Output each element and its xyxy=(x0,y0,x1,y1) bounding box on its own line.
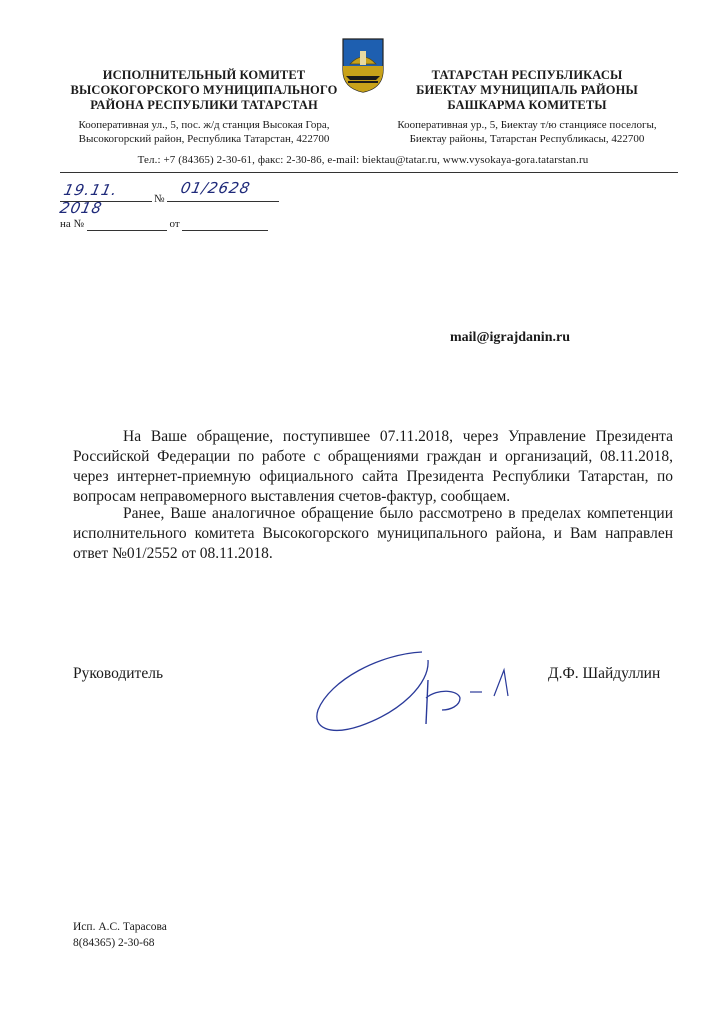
org-name-tt-line3: БАШКАРМА КОМИТЕТЫ xyxy=(447,98,607,112)
number-field xyxy=(167,179,279,202)
handwritten-date: 19.11. 2018 xyxy=(58,181,120,217)
executor-name: Исп. А.С. Тарасова xyxy=(73,921,167,933)
executor-block xyxy=(73,919,167,951)
body-paragraph-2: Ранее, Ваше аналогичное обращение было рассмотрено в пределах компетенции исполнительного комитета Высокогорского муниципального района, и Вам направлен ответ №01/2552 от 08.11.2018. xyxy=(73,505,673,562)
header-divider xyxy=(60,172,678,173)
contacts-line: Тел.: +7 (84365) 2-30-61, факс: 2-30-86, e-mail: biektau@tatar.ru, www.vysokaya-gora.tatarstan.ru xyxy=(137,154,589,166)
reference-row xyxy=(60,218,268,231)
org-name-tt-line2: БИЕКТАУ МУНИЦИПАЛЬ РАЙОНЫ xyxy=(416,83,638,97)
org-address-ru-line2: Высокогорский район, Республика Татарстан, 422700 xyxy=(78,133,330,145)
date-field xyxy=(58,181,152,217)
registration-row xyxy=(58,179,279,217)
org-address-tt-line2: Биектау районы, Татарстан Республикасы, 422700 xyxy=(409,133,645,145)
from-label: от xyxy=(169,218,180,230)
addressee-email: mail@igrajdanin.ru xyxy=(450,330,570,345)
ref-date-field xyxy=(182,218,268,231)
org-name-ru-line1: ИСПОЛНИТЕЛЬНЫЙ КОМИТЕТ xyxy=(102,68,306,82)
signatory-role: Руководитель xyxy=(73,665,164,682)
header-right-block xyxy=(362,68,692,146)
header-left-block xyxy=(44,68,364,146)
handwritten-number: 01/2628 xyxy=(178,179,252,197)
org-name-tt-line1: ТАТАРСТАН РЕСПУБЛИКАСЫ xyxy=(431,68,623,82)
number-label: № xyxy=(154,193,165,205)
org-name-ru-line3: РАЙОНА РЕСПУБЛИКИ ТАТАРСТАН xyxy=(90,98,318,112)
body-paragraph-1: На Ваше обращение, поступившее 07.11.2018, через Управление Президента Российской Федерации по работе с обращениями граждан и организаций, 08.11.2018, через интернет-приемную официального сайта Президента Республики Татарстан, по вопросам неправомерного выставления счетов-фактур, сообщаем. xyxy=(73,428,673,505)
org-name-ru-line2: ВЫСОКОГОРСКОГО МУНИЦИПАЛЬНОГО xyxy=(70,83,338,97)
org-address-ru-line1: Кооперативная ул., 5, пос. ж/д станция Высокая Гора, xyxy=(78,119,330,131)
ref-number-field xyxy=(87,218,167,231)
ref-label: на № xyxy=(60,218,85,230)
executor-phone: 8(84365) 2-30-68 xyxy=(73,937,155,949)
org-address-tt-line1: Кооперативная ур., 5, Биектау т/ю станциясе поселогы, xyxy=(397,119,657,131)
signatory-name: Д.Ф. Шайдуллин xyxy=(548,665,661,682)
handwritten-signature xyxy=(310,640,530,740)
